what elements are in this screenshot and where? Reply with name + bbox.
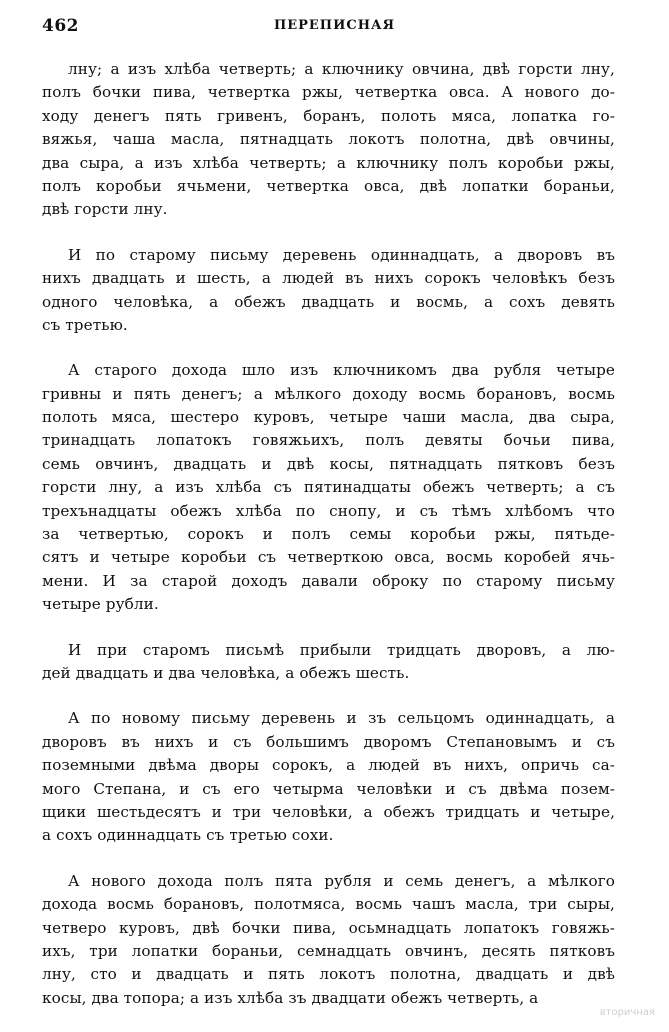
text-line: А нового дохода полъ пята рубля и семь денегъ, а мѣлкого — [68, 871, 615, 890]
text-line: четыре рубли. — [42, 595, 159, 614]
text-line: гривны и пять денегъ; а мѣлкого доходу восмь борановъ, восмь — [42, 384, 615, 403]
text-line: полоть мяса, шестеро куровъ, четыре чаши масла, два сыра, — [42, 408, 615, 427]
watermark: вторичная — [599, 1007, 655, 1018]
text-line: дворовъ въ нихъ и съ большимъ дворомъ Степановымъ и съ — [42, 732, 615, 751]
text-line: полъ коробьи ячьмени, четвертка овса, двѣ лопатки бораньи, — [42, 176, 615, 195]
text-line: трехънадцаты обежъ хлѣба по снопу, и съ тѣмъ хлѣбомъ что — [42, 501, 615, 520]
paragraph — [42, 58, 615, 222]
text-line: семь овчинъ, двадцать и двѣ косы, пятнадцать пятковъ безъ — [42, 454, 615, 473]
text-line: косы, два топора; а изъ хлѣба зъ двадцати обежъ четверть, а — [42, 988, 539, 1007]
text-line: полъ бочки пива, четвертка ржы, четвертка овса. А нового до- — [42, 83, 615, 102]
text-line: одного человѣка, а обежъ двадцать и восмь, а сохъ девять — [42, 292, 615, 311]
paragraph — [42, 244, 615, 338]
text-line: А старого дохода шло изъ ключникомъ два рубля четыре — [68, 361, 615, 380]
text-line: нихъ двадцать и шесть, а людей въ нихъ сорокъ человѣкъ безъ — [42, 269, 615, 288]
text-line: И при старомъ письмѣ прибыли тридцать дворовъ, а лю- — [68, 640, 615, 659]
text-line: ходу денегъ пять гривенъ, боранъ, полоть мяса, лопатка го- — [42, 106, 615, 125]
text-line: двѣ горсти лну. — [42, 200, 168, 219]
paragraph — [42, 707, 615, 847]
text-line: дей двадцать и два человѣка, а обежъ шесть. — [42, 663, 410, 682]
text-line: мени. И за старой доходъ давали оброку по старому письму — [42, 571, 615, 590]
text-line: щики шестьдесятъ и три человѣки, а обежъ тридцать и четыре, — [42, 802, 615, 821]
text-line: за четвертью, сорокъ и полъ семы коробьи ржы, пятьде- — [42, 525, 615, 544]
running-title: ПЕРЕПИСНАЯ — [273, 18, 396, 33]
text-line: мого Степана, и съ его четырма человѣки и съ двѣма позем- — [42, 779, 615, 798]
paragraph — [42, 359, 615, 616]
text-line: вяжья, чаша масла, пятнадцать локотъ полотна, двѣ овчины, — [42, 130, 615, 149]
text-line: поземными двѣма дворы сорокъ, а людей въ нихъ, опричь са- — [42, 756, 615, 775]
text-line: лну, сто и двадцать и пять локотъ полотна, двадцать и двѣ — [42, 965, 615, 984]
text-line: два сыра, а изъ хлѣба четверть; а ключнику полъ коробьи ржы, — [42, 153, 615, 172]
text-line: сятъ и четыре коробьи съ четверткою овса, восмь коробей ячь- — [42, 548, 615, 567]
page-header — [42, 16, 627, 40]
text-line: а сохъ одиннадцать съ третью сохи. — [42, 826, 334, 845]
text-line: лну; а изъ хлѣба четверть; а ключнику овчина, двѣ горсти лну, — [68, 60, 615, 78]
text-line: дохода восмь борановъ, полотмяса, восмь чашъ масла, три сыры, — [42, 895, 615, 914]
paragraph — [42, 870, 615, 1010]
page-number: 462 — [42, 16, 79, 36]
text-line: четверо куровъ, двѣ бочки пива, осьмнадцать лопатокъ говяжь- — [42, 918, 615, 937]
text-line: съ третью. — [42, 315, 128, 334]
text-line: А по новому письму деревень и зъ сельцомъ одиннадцать, а — [68, 709, 615, 728]
text-line: ихъ, три лопатки бораньи, семнадцать овчинъ, десять пятковъ — [42, 941, 615, 960]
text-line: И по старому письму деревень одиннадцать, а дворовъ въ — [68, 245, 615, 264]
text-line: тринадцать лопатокъ говяжьихъ, полъ девяты бочьи пива, — [42, 431, 615, 450]
text-line: горсти лну, а изъ хлѣба съ пятинадцаты обежъ четверть; а съ — [42, 478, 615, 497]
body-text — [42, 58, 615, 1032]
paragraph — [42, 639, 615, 686]
